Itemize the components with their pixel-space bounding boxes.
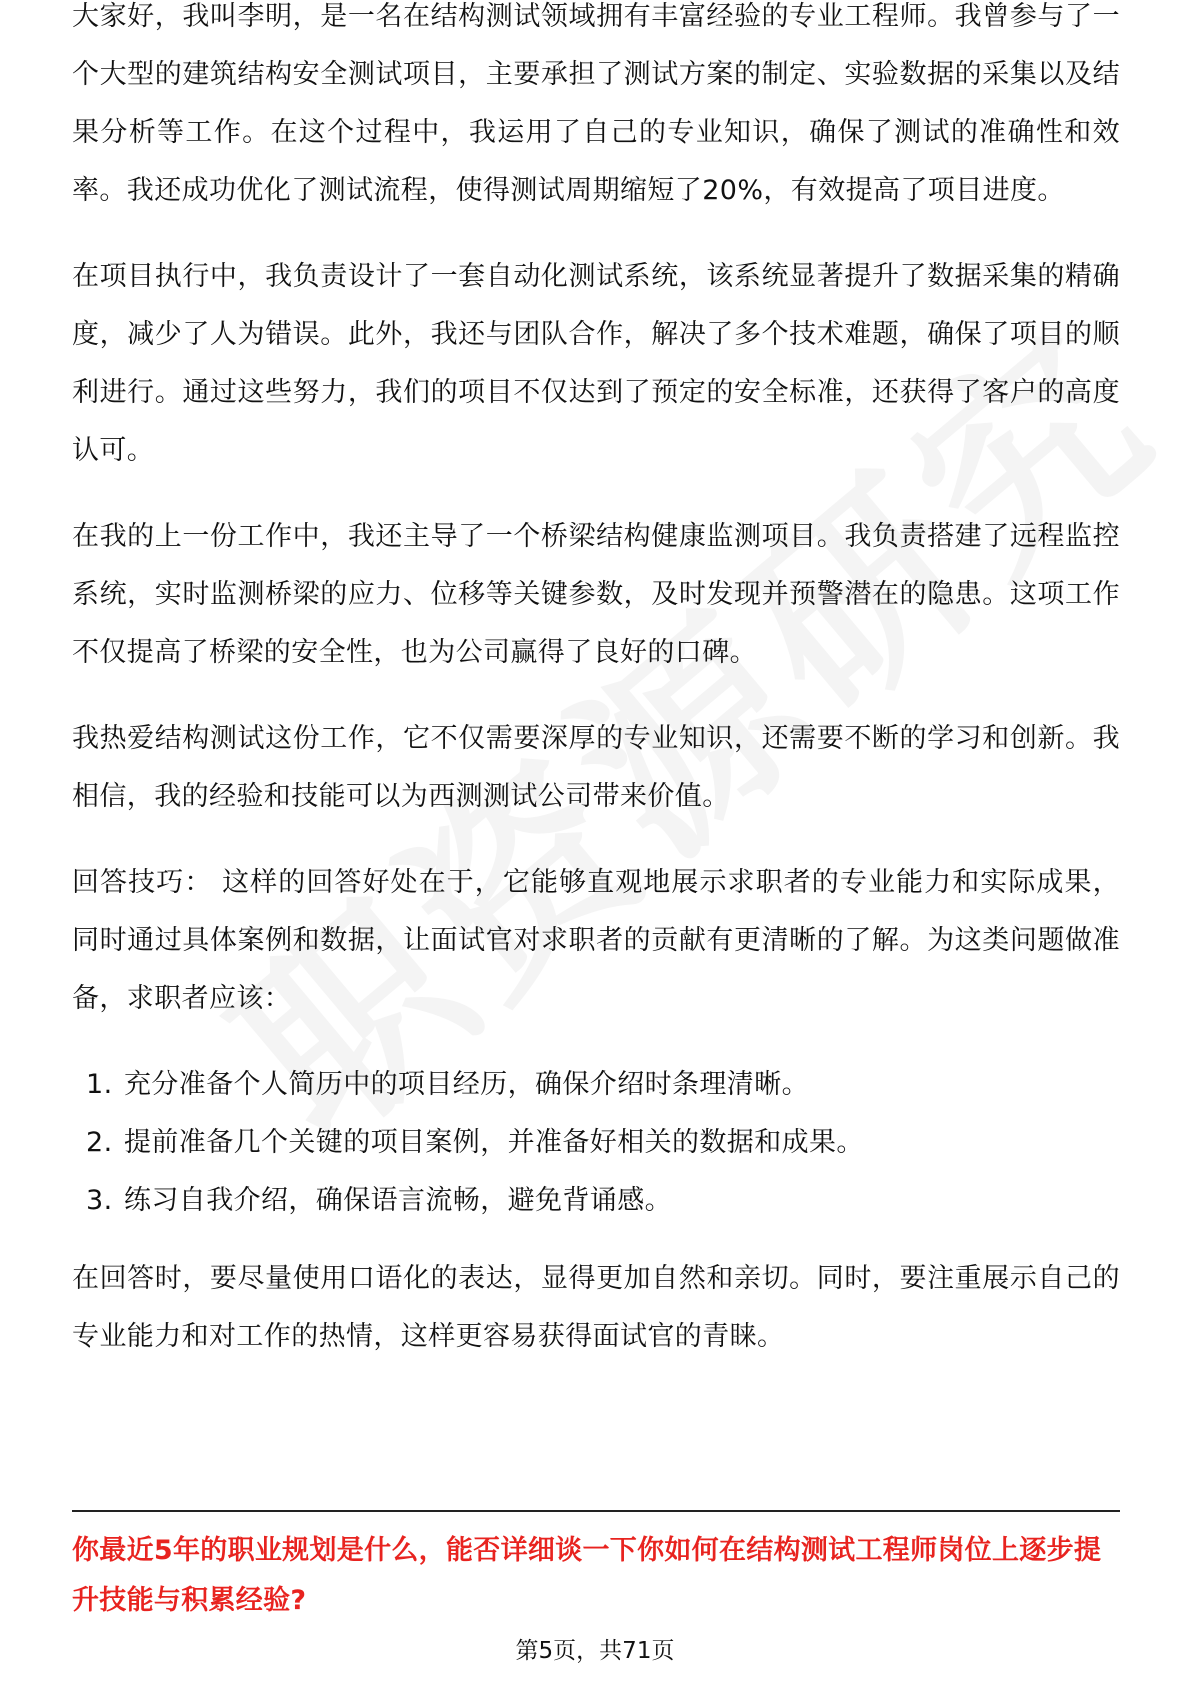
list-text: 提前准备几个关键的项目案例，并准备好相关的数据和成果。: [124, 1127, 864, 1158]
paragraph-closing: 在回答时，要尽量使用口语化的表达，显得更加自然和亲切。同时，要注重展示自己的专业能力和对工作的热情，这样更容易获得面试官的青睐。: [72, 1263, 1120, 1352]
list-item: [72, 1056, 1120, 1114]
next-question-heading: 你最近5年的职业规划是什么，能否详细谈一下你如何在结构测试工程师岗位上逐步提升技能与积累经验?: [72, 1535, 1102, 1616]
list-item: [72, 1114, 1120, 1172]
document-body: [72, 1, 1120, 1394]
paragraph-automation: 在项目执行中，我负责设计了一套自动化测试系统，该系统显著提升了数据采集的精确度，减少了人为错误。此外，我还与团队合作，解决了多个技术难题，确保了项目的顺利进行。通过这些努力，我们的项目不仅达到了预定的安全标准，还获得了客户的高度认可。: [72, 261, 1120, 466]
paragraph-bridge: 在我的上一份工作中，我还主导了一个桥梁结构健康监测项目。我负责搭建了远程监控系统，实时监测桥梁的应力、位移等关键参数，及时发现并预警潜在的隐患。这项工作不仅提高了桥梁的安全性，也为公司赢得了良好的口碑。: [72, 521, 1120, 668]
list-number: 2.: [86, 1127, 113, 1158]
paragraph-intro: 大家好，我叫李明，是一名在结构测试领域拥有丰富经验的专业工程师。我曾参与了一个大型的建筑结构安全测试项目，主要承担了测试方案的制定、实验数据的采集以及结果分析等工作。在这个过程中，我运用了自己的专业知识，确保了测试的准确性和效率。我还成功优化了测试流程，使得测试周期缩短了20%，有效提高了项目进度。: [72, 1, 1120, 206]
list-text: 充分准备个人简历中的项目经历，确保介绍时条理清晰。: [124, 1069, 809, 1100]
paragraph-tips: 回答技巧： 这样的回答好处在于，它能够直观地展示求职者的专业能力和实际成果，同时通过具体案例和数据，让面试官对求职者的贡献有更清晰的了解。为这类问题做准备，求职者应该：: [72, 867, 1120, 1014]
section-divider: [72, 1510, 1120, 1512]
tips-list: [72, 1056, 1120, 1230]
list-text: 练习自我介绍，确保语言流畅，避免背诵感。: [124, 1185, 672, 1216]
page-number-footer: 第5页，共71页: [515, 1638, 675, 1664]
list-number: 3.: [86, 1185, 113, 1216]
list-item: [72, 1172, 1120, 1230]
list-number: 1.: [86, 1069, 113, 1100]
paragraph-passion: 我热爱结构测试这份工作，它不仅需要深厚的专业知识，还需要不断的学习和创新。我相信，我的经验和技能可以为西测测试公司带来价值。: [72, 723, 1120, 812]
